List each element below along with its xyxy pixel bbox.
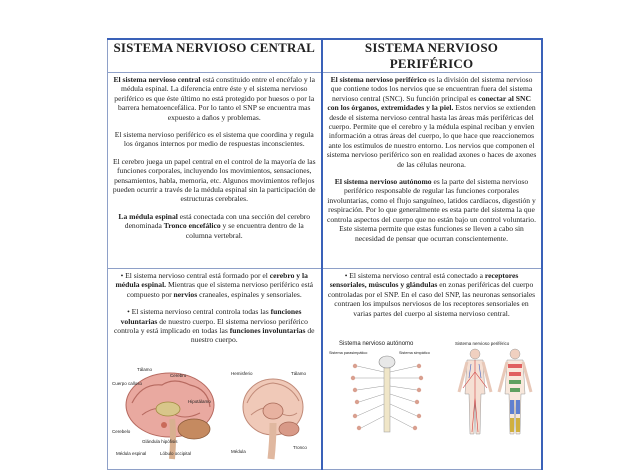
peripheral-p2-text: es la parte del sistema nervioso periférico responsable de regular las funciones corporales involuntarias, como el flujo sanguíneo, latidos cardíacos, digestión y respiración. Por lo que generalmente es esta parte del sistema la que controla aspectos del cuerpo que no están bajo un control voluntario. Este sistema permite que estas funciones se lleven a cabo sin necesidad de pensar que ocurran conscientemente.: [327, 177, 536, 243]
brain-section-image: [231, 363, 317, 463]
brain-label-medula: Médula espinal: [116, 450, 147, 456]
central-p1-bold: El sistema nervioso central: [113, 75, 201, 84]
central-definition-cell: [108, 73, 322, 269]
central-p4-bold2: Tronco encefálico: [163, 221, 221, 231]
central-p4-bold: La médula espinal: [118, 211, 178, 221]
peripheral-p2-bold: El sistema nervioso autónomo: [334, 177, 432, 187]
peripheral-figure-title: Sistema nervioso periférico: [454, 341, 509, 347]
brain-label-cuerpo-calloso: Cuerpo calloso: [112, 380, 143, 386]
central-title: SISTEMA NERVIOSO CENTRAL: [108, 39, 322, 73]
cb2-t3: de nuestro cuerpo.: [190, 326, 315, 345]
cb2-b1: funciones voluntarias: [120, 307, 302, 326]
body-back: [499, 349, 531, 434]
brain-label-hipofisis: Glándula hipófisis: [142, 438, 178, 444]
cb1-t1: • El sistema nervioso central está formado por el: [120, 271, 270, 280]
central-bullet-2: [112, 307, 317, 345]
peripheral-p2: [327, 177, 537, 243]
pb1-b1: receptores sensoriales, músculos y glándulas: [329, 271, 519, 290]
central-bullet-1: [112, 271, 317, 299]
central-p4: [112, 212, 317, 240]
pb1-t1: • El sistema nervioso central está conectado a: [344, 271, 485, 280]
comparison-table: [107, 38, 543, 470]
central-p1-text: está constituido entre el encéfalo y la médula espinal. La diferencia entre éste y el sistema nervioso periférico es que éste último no está protegido por huesos o por la barrera hematoencefálica. Por lo tanto el SNP se encuentra mas expuesto a daños y problemas.: [114, 75, 316, 122]
brain-label-occipital: Lóbulo occipital: [160, 450, 192, 456]
autonomic-parasympathetic-label: Sistema parasimpático: [328, 351, 367, 356]
peripheral-title: SISTEMA NERVIOSO PERIFÉRICO: [322, 39, 542, 73]
pb1-t2: en zonas periféricas del cuerpo controladas por el SNP. En el caso del SNP, las neuronas sensoriales contraen los impulsos nerviosos de los receptores sensoriales en varias partes del cuerpo al sistema nervioso central.: [327, 280, 536, 318]
brain-label-hipotalamo: Hipotálamo: [188, 398, 211, 404]
brain-label-cerebro: Cerebro: [170, 372, 187, 378]
peripheral-definition-cell: [322, 73, 542, 269]
central-p1: [112, 75, 317, 122]
peripheral-bullet-1: [327, 271, 537, 318]
peripheral-p1-bold2: conectar al SNC con los órganos, extremidades y la piel.: [327, 93, 531, 113]
autonomic-sympathetic-label: Sistema simpático: [398, 351, 430, 356]
cb1-b2: nervios: [173, 289, 198, 299]
autonomic-system-image: [327, 338, 447, 442]
anatomy-label-talamo: Tálamo: [290, 370, 306, 376]
peripheral-figures: [327, 332, 537, 442]
cb1-t2: Mientras que el sistema nervioso periférico está compuesto por: [126, 280, 314, 299]
autonomic-title: Sistema nervioso autónomo: [338, 341, 413, 348]
central-details-cell: [108, 269, 322, 470]
cb2-t1: • El sistema nervioso central controla todas las: [127, 307, 271, 317]
cb1-t3: craneales, espinales y sensoriales.: [197, 289, 302, 299]
peripheral-details-cell: [322, 269, 542, 470]
peripheral-body-image: [453, 338, 537, 442]
brain-diagram-image: [112, 363, 230, 463]
peripheral-p1: [327, 75, 537, 169]
cb2-b2: funciones involuntarias: [229, 326, 306, 336]
anatomy-label-tronco: Tronco: [292, 444, 307, 450]
brain-label-cerebelo: Cerebelo: [112, 428, 131, 434]
peripheral-p1-bold: El sistema nervioso periférico: [330, 75, 427, 84]
peripheral-p1-text2: Estos nervios se extienden desde el sistema nervioso central hasta las áreas más periféricas del cuerpo. Permite que el cerebro y la médula espinal reciban y envíen información a otras áreas del cuerpo, lo que hace que reaccionemos ante los estímulos de nuestro entorno. Los nervios que componen el sistema nervioso periférico son en realidad axones o haces de axones de las células neurona.: [326, 103, 537, 169]
central-p4-text2: y se encuentra dentro de la columna vertebral.: [185, 221, 304, 240]
central-p3: El cerebro juega un papel central en el control de la mayoría de las funciones corporales, incluyendo los movimientos, sensaciones, pensamientos, habla, memoria, etc. Algunos movimientos reflejos pueden ocurrir a través de la médula espinal sin la participación de estructuras cerebrales.: [112, 156, 316, 204]
peripheral-p1-text: es la división del sistema nervioso que contiene todos los nervios que se encuentran fuera del sistema nervioso central (SNC). Su función principal es: [330, 75, 533, 103]
anatomy-label-hemisferio: Hemisferio: [230, 370, 253, 376]
central-p4-text: está conectada con una sección del cerebro denominada: [124, 211, 311, 231]
central-figures: [112, 353, 317, 463]
cb2-t2: de nuestro cuerpo. El sistema nervioso periférico controla y está implicado en todas las: [113, 316, 308, 336]
body-front: [459, 349, 491, 434]
brain-label-talamo: Tálamo: [137, 366, 153, 372]
cb1-b1: cerebro y la médula espinal.: [115, 271, 308, 290]
central-p2: El sistema nervioso periférico es el sistema que coordina y regula los órganos internos por medio de respuestas inconscientes.: [114, 130, 314, 149]
anatomy-label-medula: Médula: [230, 448, 246, 454]
